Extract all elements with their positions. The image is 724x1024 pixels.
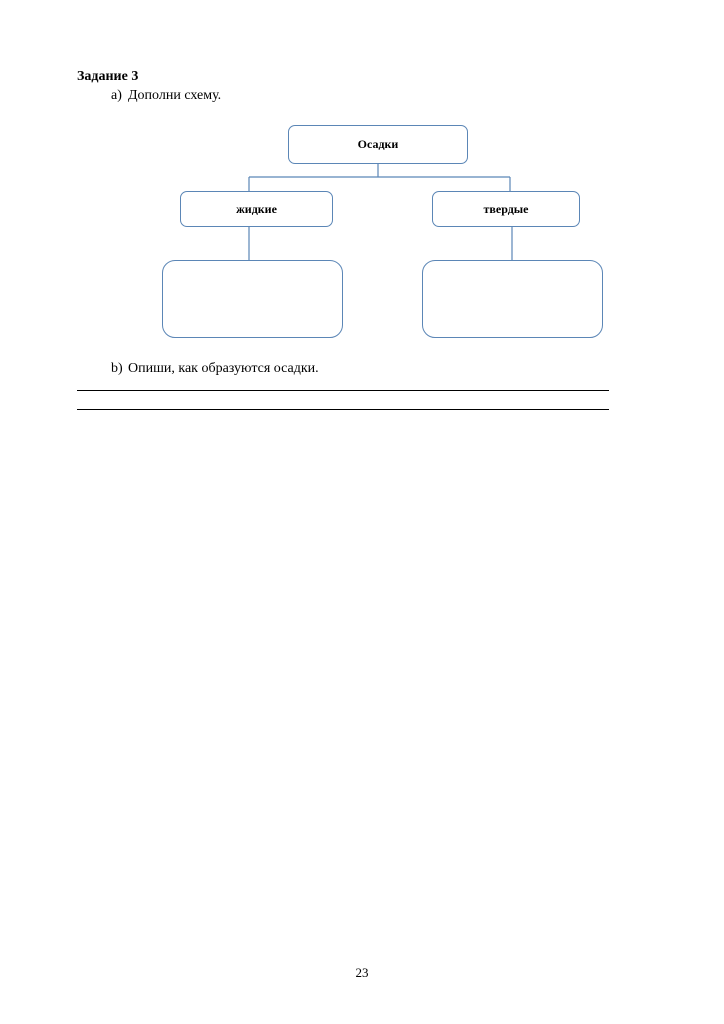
diagram-liquid-label: жидкие bbox=[236, 201, 277, 216]
task-title: Задание 3 bbox=[77, 69, 139, 84]
part-a-text: Дополни схему. bbox=[128, 88, 222, 103]
part-b bbox=[111, 361, 319, 377]
diagram-root-label: Осадки bbox=[357, 137, 399, 151]
answer-box-liquid[interactable] bbox=[162, 260, 343, 338]
diagram-solid-label: твердые bbox=[483, 201, 529, 216]
page-number: 23 bbox=[355, 965, 369, 980]
diagram-liquid-box bbox=[180, 191, 333, 227]
diagram-root-box bbox=[288, 125, 468, 164]
part-b-marker: b) bbox=[111, 361, 123, 376]
diagram-solid-box bbox=[432, 191, 580, 227]
answer-line[interactable] bbox=[77, 409, 609, 410]
part-a-marker: a) bbox=[111, 88, 122, 103]
answer-box-solid[interactable] bbox=[422, 260, 603, 338]
part-b-text: Опиши, как образуются осадки. bbox=[128, 361, 319, 376]
answer-line[interactable] bbox=[77, 390, 609, 391]
